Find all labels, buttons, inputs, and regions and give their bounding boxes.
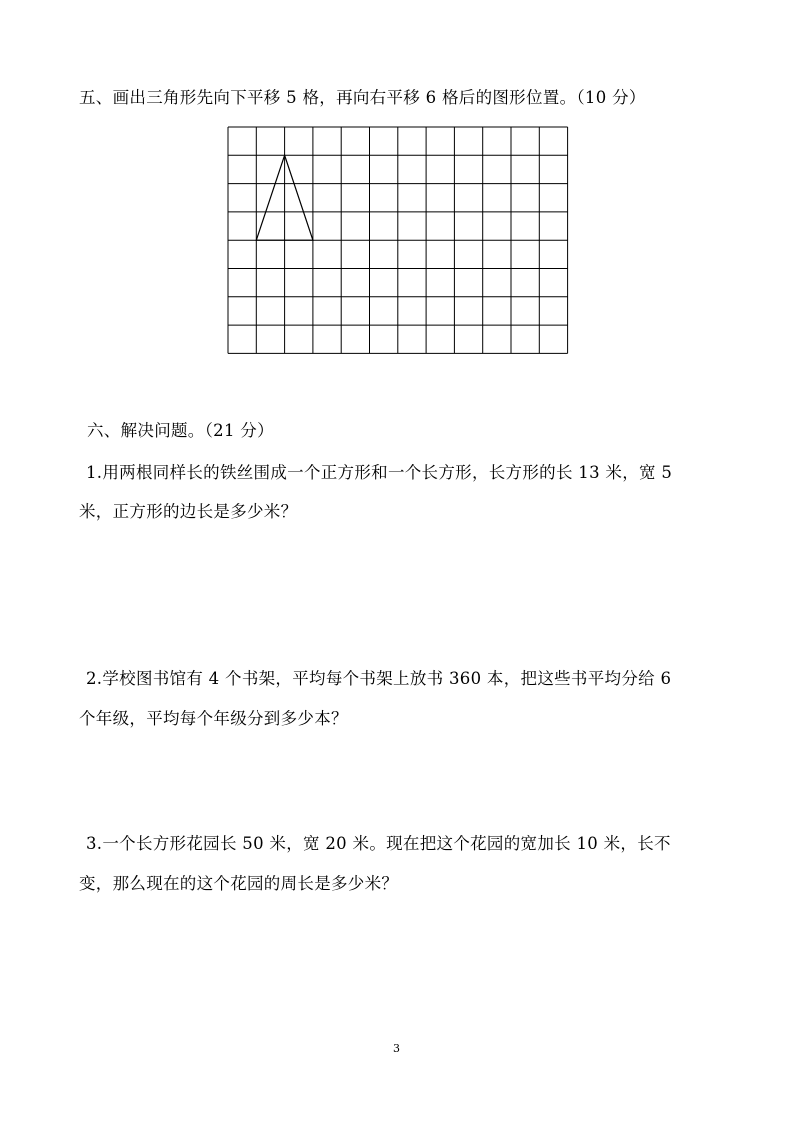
question1-line2: 米，正方形的边长是多少米？ <box>79 502 298 521</box>
section6-title: 六、解决问题。（21 分） <box>87 421 274 440</box>
question2-line1: 2.学校图书馆有 4 个书架，平均每个书架上放书 360 本，把这些书平均分给 6 <box>86 669 672 688</box>
question3-line2: 变，那么现在的这个花园的周长是多少米？ <box>79 874 399 893</box>
page-number: 3 <box>393 1042 400 1055</box>
question2-line2: 个年级，平均每个年级分到多少本？ <box>79 709 348 728</box>
question1-line1: 1.用两根同样长的铁丝围成一个正方形和一个长方形，长方形的长 13 米，宽 5 <box>86 463 673 482</box>
question3-line1: 3.一个长方形花园长 50 米，宽 20 米。现在把这个花园的宽加长 10 米，长不 <box>86 834 671 853</box>
grid-svg <box>227 126 569 360</box>
grid-figure <box>227 126 569 364</box>
section5-title: 五、画出三角形先向下平移 5 格，再向右平移 6 格后的图形位置。（10 分） <box>79 88 646 107</box>
